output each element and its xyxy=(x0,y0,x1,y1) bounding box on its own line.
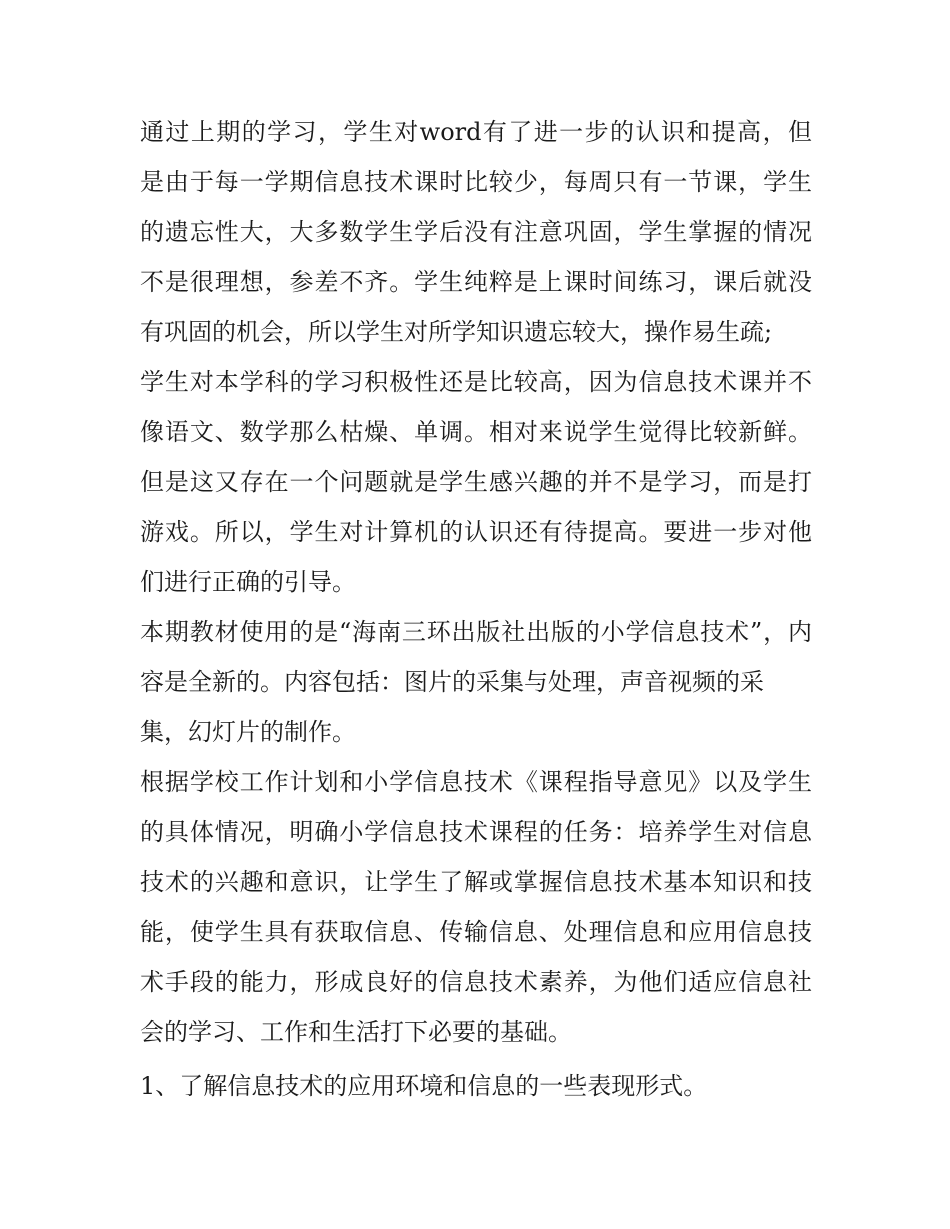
text-line: 像语文、数学那么枯燥、单调。相对来说学生觉得比较新鲜。 xyxy=(140,418,812,446)
text-line: 会的学习、工作和生活打下必要的基础。 xyxy=(140,1018,572,1046)
text-line: 集，幻灯片的制作。 xyxy=(140,718,356,746)
text-line: 容是全新的。内容包括：图片的采集与处理，声音视频的采 xyxy=(140,668,764,696)
text-line: 的遗忘性大，大多数学生学后没有注意巩固，学生掌握的情况 xyxy=(140,218,812,246)
text-line: 技术的兴趣和意识，让学生了解或掌握信息技术基本知识和技 xyxy=(140,868,812,896)
text-line: 根据学校工作计划和小学信息技术《课程指导意见》以及学生 xyxy=(140,768,812,796)
text-line: 是由于每一学期信息技术课时比较少，每周只有一节课，学生 xyxy=(140,168,812,196)
paragraph-textbook xyxy=(140,607,812,757)
text-line: 通过上期的学习，学生对word有了进一步的认识和提高，但 xyxy=(140,118,812,146)
text-line: 但是这又存在一个问题就是学生感兴趣的并不是学习，而是打 xyxy=(140,468,812,496)
text-line: 不是很理想，参差不齐。学生纯粹是上课时间练习，课后就没 xyxy=(140,268,812,296)
document-body xyxy=(140,107,812,1111)
text-line: 游戏。所以，学生对计算机的认识还有待提高。要进一步对他 xyxy=(140,518,812,546)
paragraph-learning-interest xyxy=(140,357,812,607)
paragraph-course-tasks xyxy=(140,757,812,1057)
list-item-goal-1 xyxy=(140,1061,812,1111)
text-line: 的具体情况，明确小学信息技术课程的任务：培养学生对信息 xyxy=(140,818,812,846)
text-line: 学生对本学科的学习积极性还是比较高，因为信息技术课并不 xyxy=(140,368,812,396)
text-line: 有巩固的机会，所以学生对所学知识遗忘较大，操作易生疏; xyxy=(140,318,773,346)
paragraph-learning-status xyxy=(140,107,812,357)
text-line: 本期教材使用的是“海南三环出版社出版的小学信息技术”，内 xyxy=(140,618,812,646)
text-line: 1、了解信息技术的应用环境和信息的一些表现形式。 xyxy=(140,1072,708,1100)
text-line: 术手段的能力，形成良好的信息技术素养，为他们适应信息社 xyxy=(140,968,812,996)
text-line: 能，使学生具有获取信息、传输信息、处理信息和应用信息技 xyxy=(140,918,812,946)
text-line: 们进行正确的引导。 xyxy=(140,568,356,596)
